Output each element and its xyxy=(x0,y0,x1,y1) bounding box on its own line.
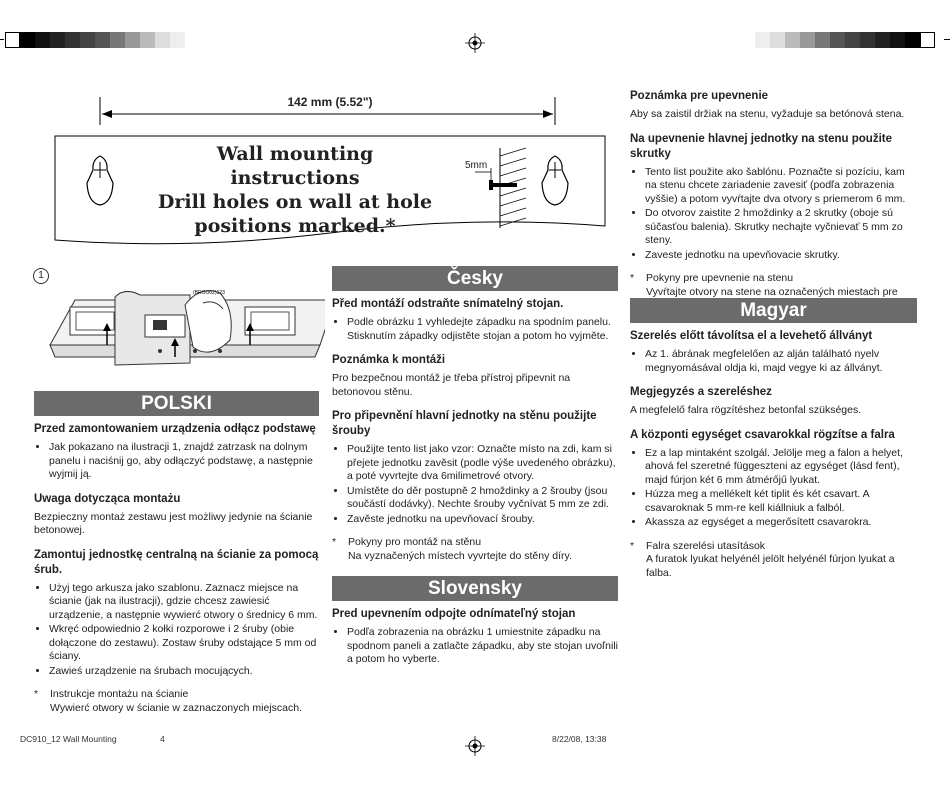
slovensky-s3-title: Na upevnenie hlavnej jednotky na stenu použite skrutky xyxy=(630,132,892,160)
list-item: • Zaveste jednotku na upevňovacie skrutky. xyxy=(645,249,917,263)
polski-s2-text: Bezpieczny montaż zestawu jest możliwy jedynie na ścianie betonowej. xyxy=(34,510,313,536)
slovensky-section-continued xyxy=(630,89,917,323)
polski-note-text: Wywierć otwory w ścianie w zaznaczonych miejscach. xyxy=(50,701,302,714)
polski-s3-title: Zamontuj jednostkę centralną na ścianie za pomocą śrub. xyxy=(34,548,319,576)
magyar-note-title: Falra szerelési utasítások xyxy=(646,539,766,552)
footer-filename: DC910_12 Wall Mounting xyxy=(20,734,117,744)
magyar-s2-text: A megfelelő falra rögzítéshez betonfal szükséges. xyxy=(630,404,862,416)
slovensky-s1-list xyxy=(332,626,618,667)
slovensky-note: * Pokyny pre upevnenie na stenu Vyvŕtajte otvory na stene na označených miestach pre xyxy=(630,272,917,313)
figure-number: 1 xyxy=(33,268,49,284)
svg-text:(BROO02)123: (BROO02)123 xyxy=(193,290,225,296)
slovensky-s2-title: Poznámka pre upevnenie xyxy=(630,90,769,102)
list-item: • Tento list použite ako šablónu. Poznačte si pozíciu, kam na stenu chcete zariadenie zavesiť (podľa zobrazenia vyššie) a potom vyvŕtajte dva otvory s priemerom 6 mm. xyxy=(645,166,917,207)
cesky-heading: Česky xyxy=(332,266,618,291)
magyar-heading: Magyar xyxy=(630,298,917,323)
list-item: • Wkręć odpowiednio 2 kołki rozporowe i 2 śruby (obie dołączone do zestawu). Zostaw śruby odstające 5 mm od ściany. xyxy=(49,623,319,664)
template-title: Wall mounting instructions Drill holes on wall at hole positions marked.* xyxy=(157,143,433,237)
list-item: • Jak pokazano na ilustracji 1, znajdź zatrzask na dolnym panelu i naciśnij go, aby odłączyć podstawę, a następnie wyjmij ją. xyxy=(49,441,319,482)
polski-note-title: Instrukcje montażu na ścianie xyxy=(50,688,189,700)
crop-mark-right xyxy=(944,39,950,40)
magyar-s1-list xyxy=(630,348,917,375)
cesky-s2-text: Pro bezpečnou montáž je třeba přístroj připevnit na betonovou stěnu. xyxy=(332,372,571,398)
registration-bar-right xyxy=(755,32,935,48)
polski-s1-title: Przed zamontowaniem urządzenia odłącz podstawę xyxy=(34,423,316,435)
list-item: • Umístěte do děr postupně 2 hmoždinky a 2 šrouby (jsou součástí dodávky). Nechte šrouby vyčnívat 5 mm ze zdi. xyxy=(347,485,618,512)
cesky-s3-list xyxy=(332,443,618,526)
cesky-s1-title: Před montáží odstraňte snímatelný stojan. xyxy=(332,298,564,310)
magyar-s3-list xyxy=(630,447,917,530)
cesky-section xyxy=(332,266,618,573)
screw-gap-label: 5mm xyxy=(465,160,488,171)
polski-s2-title: Uwaga dotycząca montażu xyxy=(34,492,181,505)
slovensky-s3-list xyxy=(630,166,917,263)
cesky-s2-title: Poznámka k montáži xyxy=(332,354,446,366)
list-item: • Podle obrázku 1 vyhledejte západku na spodním panelu. Stisknutím západky odjistěte stojan a potom ho vyjměte. xyxy=(347,316,618,343)
cesky-note-title: Pokyny pro montáž na stěnu xyxy=(348,536,482,548)
cesky-note: * Pokyny pro montáž na stěnu Na vyznačených místech vyvrtejte do stěny díry. xyxy=(332,536,618,563)
list-item: • Ez a lap mintaként szolgál. Jelölje meg a falon a helyet, ahová fel szeretné függeszteni az egységet (lásd fent), majd fúrjon két 6 mm átmérőjű lyukat. xyxy=(645,447,917,488)
magyar-note-text: A furatok lyukat helyénél jelölt helyénél fúrjon lyukat a falba. xyxy=(646,553,895,579)
magyar-note: * Falra szerelési utasítások A furatok lyukat helyénél jelölt helyénél fúrjon lyukat a falba. xyxy=(630,540,917,581)
list-item: • Do otvorov zaistite 2 hmoždinky a 2 skrutky (oboje sú súčasťou balenia). Skrutky nechajte vyčnievať 5 mm zo steny. xyxy=(645,207,917,248)
polski-s3-list xyxy=(34,582,319,679)
slovensky-note-text: Vyvŕtajte otvory na stene na označených miestach pre xyxy=(646,285,898,298)
polski-s1-list xyxy=(34,441,319,482)
cesky-s3-title: Pro připevnění hlavní jednotky na stěnu použijte šrouby xyxy=(332,410,597,437)
cesky-s1-list xyxy=(332,316,618,343)
magyar-section xyxy=(630,298,917,590)
list-item: • Użyj tego arkusza jako szablonu. Zaznacz miejsce na ścianie (jak na ilustracji), gdzie chcesz zawiesić urządzenie, a następnie wywierć otwory o średnicy 6 mm. xyxy=(49,582,319,623)
list-item: • Zavěste jednotku na upevňovací šrouby. xyxy=(347,513,618,527)
list-item: • Použijte tento list jako vzor: Označte místo na zdi, kam si přejete jednotku zavěsit (podle výše uvedeného obrázku), a poté vyvrtejte dva 6milimetrové otvory. xyxy=(347,443,618,484)
magyar-s2-title: Megjegyzés a szereléshez xyxy=(630,386,772,398)
template-dimension-label: 142 mm (5.52") xyxy=(287,95,373,109)
slovensky-section-start xyxy=(332,576,618,677)
slovensky-s2-text: Aby sa zaistil držiak na stenu, vyžaduje sa betónová stena. xyxy=(630,108,905,120)
magyar-s1-title: Szerelés előtt távolítsa el a levehető állványt xyxy=(630,330,873,342)
list-item: • Zawieś urządzenie na śrubach mocujących. xyxy=(49,665,319,679)
registration-crosshair-bottom-icon xyxy=(465,736,485,756)
polski-heading: POLSKI xyxy=(34,391,319,416)
list-item: • Akassza az egységet a megerősített csavarokra. xyxy=(645,516,917,530)
slovensky-heading: Slovensky xyxy=(332,576,618,601)
footer-timestamp: 8/22/08, 13:38 xyxy=(552,734,607,744)
magyar-s3-title: A központi egységet csavarokkal rögzítse a falra xyxy=(630,428,895,441)
list-item: • Podľa zobrazenia na obrázku 1 umiestnite západku na spodnom paneli a zatlačte západku, aby ste stojan uvoľnili a potom ho vyberte. xyxy=(347,626,618,667)
footer-page-number: 4 xyxy=(160,734,165,744)
cesky-note-text: Na vyznačených místech vyvrtejte do stěny díry. xyxy=(348,549,572,562)
device-illustration xyxy=(35,285,325,380)
slovensky-s1-title: Pred upevnením odpojte odnímateľný stojan xyxy=(332,608,576,620)
polski-section xyxy=(34,391,319,725)
polski-note: * Instrukcje montażu na ścianie Wywierć otwory w ścianie w zaznaczonych miejscach. xyxy=(34,688,319,715)
list-item: • Az 1. ábrának megfelelően az alján található nyelv megnyomásával oldja ki, majd vegye ki az állványt. xyxy=(645,348,917,375)
list-item: • Húzza meg a mellékelt két tiplit és két csavart. A csavaroknak 5 mm-re kell kiállniuk a falból. xyxy=(645,488,917,515)
slovensky-note-title: Pokyny pre upevnenie na stenu xyxy=(646,272,794,284)
